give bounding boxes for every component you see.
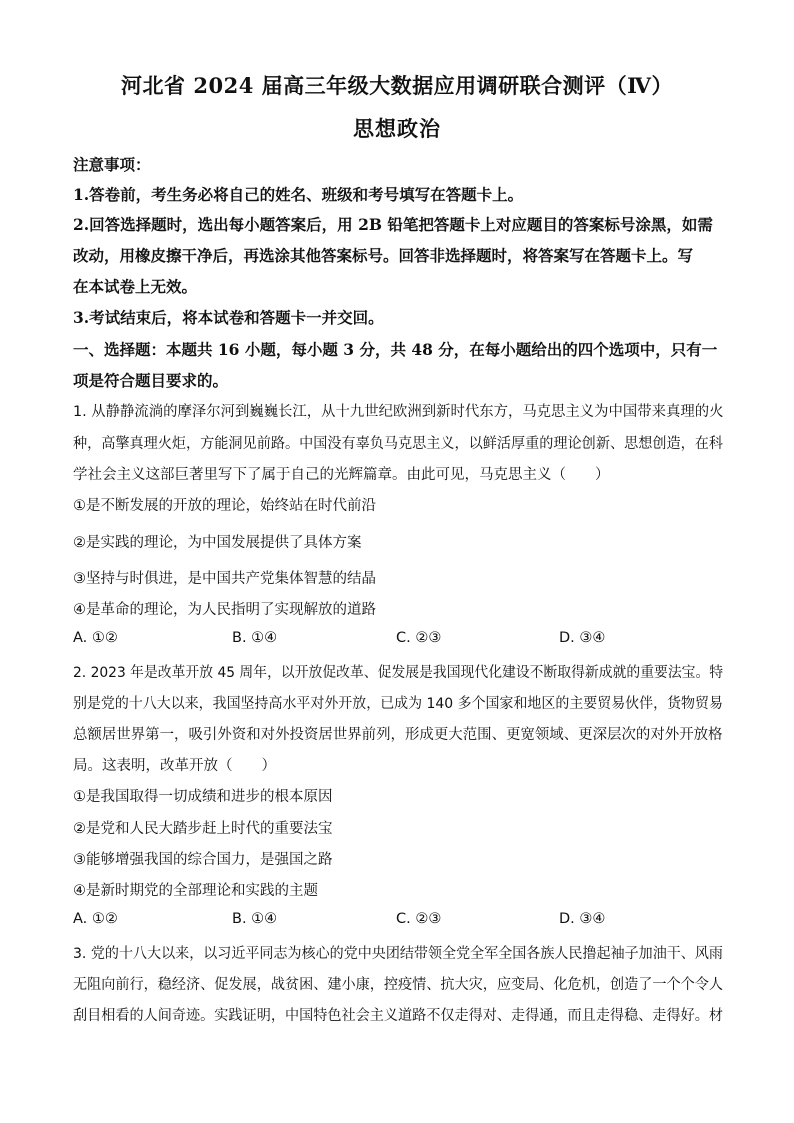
question-3-stem: 3. 党的十八大以来，以习近平同志为核心的党中央团结带领全党全军全国各族人民撸起袖子加油干、风雨 — [73, 946, 723, 962]
notes-line: 2.回答选择题时，选出每小题答案后，用 2B 铅笔把答题卡上对应题目的答案标号涂黑，如需 — [73, 215, 713, 234]
notes-line: 在本试卷上无效。 — [73, 277, 198, 296]
question-2-option-b: B. ①④ — [232, 911, 278, 927]
question-1-item: ④是革命的理论，为人民指明了实现解放的道路 — [73, 602, 376, 618]
question-2-stem: 总额居世界第一，吸引外资和对外投资居世界前列，形成更大范围、更宽领域、更深层次的对外开放格 — [73, 727, 723, 743]
question-2-stem: 别是党的十八大以来，我国坚持高水平对外开放，已成为 140 多个国家和地区的主要贸易伙伴，货物贸易 — [73, 696, 723, 712]
subject-title: 思想政治 — [353, 116, 441, 141]
question-1-option-c: C. ②③ — [396, 630, 442, 646]
exam-title: 河北省 2024 届高三年级大数据应用调研联合测评（Ⅳ） — [121, 73, 673, 98]
question-2-stem: 局。这表明，改革开放（ ） — [73, 758, 276, 774]
question-1-stem: 种，高擎真理火炬，方能洞见前路。中国没有辜负马克思主义，以鲜活厚重的理论创新、思想创造，在科 — [73, 436, 723, 452]
question-2-stem: 2. 2023 年是改革开放 45 周年，以开放促改革、促发展是我国现代化建设不断取得新成就的重要法宝。特 — [73, 665, 724, 681]
question-1-option-a: A. ①② — [73, 630, 118, 646]
question-1-item: ①是不断发展的开放的理论，始终站在时代前沿 — [73, 498, 376, 514]
question-2-item: ③能够增强我国的综合国力，是强国之路 — [73, 852, 333, 868]
section-heading: 项是符合题目要求的。 — [73, 371, 229, 390]
question-1-option-d: D. ③④ — [559, 630, 606, 646]
question-1-item: ②是实践的理论，为中国发展提供了具体方案 — [73, 535, 362, 551]
question-2-item: ①是我国取得一切成绩和进步的根本原因 — [73, 789, 333, 805]
question-1-item: ③坚持与时俱进，是中国共产党集体智慧的结晶 — [73, 571, 376, 587]
notes-line: 改动，用橡皮擦干净后，再选涂其他答案标号。回答非选择题时，将答案写在答题卡上。写 — [73, 246, 694, 265]
section-heading: 一、选择题：本题共 16 小题，每小题 3 分，共 48 分，在每小题给出的四个选项中，只有一 — [73, 340, 718, 359]
question-2-item: ④是新时期党的全部理论和实践的主题 — [73, 883, 318, 899]
question-2-option-a: A. ①② — [73, 911, 118, 927]
question-1-stem: 1. 从静静流淌的摩泽尔河到巍巍长江，从十九世纪欧洲到新时代东方，马克思主义为中国带来真理的火 — [73, 404, 724, 420]
question-1-option-b: B. ①④ — [232, 630, 278, 646]
notes-line: 3.考试结束后，将本试卷和答题卡一并交回。 — [73, 308, 384, 327]
notes-heading: 注意事项： — [73, 155, 151, 174]
question-2-option-d: D. ③④ — [559, 911, 606, 927]
notes-line: 1.答卷前，考生务必将自己的姓名、班级和考号填写在答题卡上。 — [73, 185, 524, 204]
question-3-stem: 无阻向前行，稳经济、促发展，战贫困、建小康，控疫情、抗大灾，应变局、化危机，创造了一个个令人 — [73, 977, 723, 993]
question-3-stem: 刮目相看的人间奇迹。实践证明，中国特色社会主义道路不仅走得对、走得通，而且走得稳、走得好。材 — [73, 1008, 723, 1024]
question-1-stem: 学社会主义这部巨著里写下了属于自己的光辉篇章。由此可见，马克思主义（ ） — [73, 467, 610, 483]
question-2-item: ②是党和人民大踏步赶上时代的重要法宝 — [73, 821, 333, 837]
question-2-option-c: C. ②③ — [396, 911, 442, 927]
